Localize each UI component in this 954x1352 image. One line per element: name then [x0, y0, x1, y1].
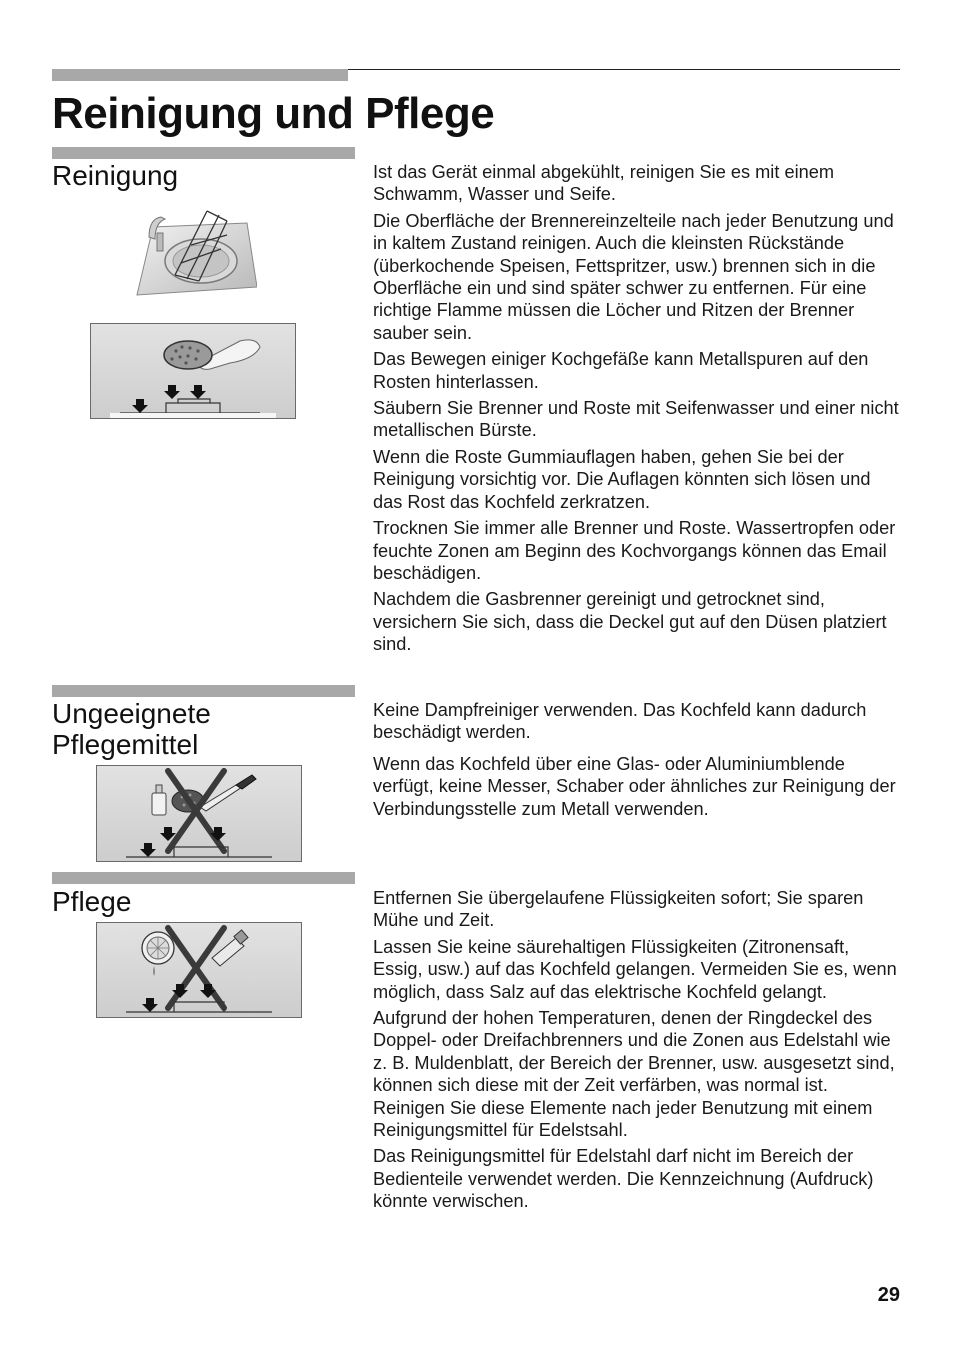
section-heading-pflege: Pflege: [52, 886, 132, 917]
paragraph: Das Reinigungsmittel für Edelstahl darf nicht im Bereich der Bedienteile verwendet werden. Die Kennzeichnung (Aufdruck) könnte verwischen.: [373, 1146, 874, 1212]
section-text-reinigung: [373, 161, 903, 660]
section-text-pflege: [373, 887, 903, 1217]
section-bar-pflege: [52, 872, 355, 884]
paragraph: Wenn die Roste Gummiauflagen haben, gehen Sie bei der Reinigung vorsichtig vor. Die Auflagen könnten sich lösen und das Rost das Kochfeld zerkratzen.: [373, 446, 871, 512]
sink-illustration: [135, 205, 257, 297]
header-rule-thin: [348, 69, 900, 70]
paragraph: Trocknen Sie immer alle Brenner und Roste. Wassertropfen oder feuchte Zonen am Beginn des Kochvorgangs können das Email beschädigen.: [373, 518, 896, 583]
paragraph: Wenn das Kochfeld über eine Glas- oder Aluminiumblende verfügt, keine Messer, Schaber oder ähnliches zur Reinigung der Verbindungsstelle zum Metall verwenden.: [373, 753, 896, 819]
paragraph: Nachdem die Gasbrenner gereinigt und getrocknet sind, versichern Sie sich, dass die Deckel gut auf den Düsen platziert sind.: [373, 589, 887, 655]
heading-line: Ungeeignete: [52, 698, 211, 729]
acid-liquids-prohibited-illustration: [96, 922, 302, 1018]
section-heading-ungeeignete-pflegemittel: [52, 698, 211, 760]
paragraph: Das Bewegen einiger Kochgefäße kann Metallspuren auf den Rosten hinterlassen.: [373, 349, 869, 392]
paragraph: Keine Dampfreiniger verwenden. Das Kochfeld kann dadurch beschädigt werden.: [373, 700, 867, 743]
prohibited-tools-illustration: [96, 765, 302, 862]
section-heading-reinigung: Reinigung: [52, 160, 179, 191]
paragraph: Entfernen Sie übergelaufene Flüssigkeiten sofort; Sie sparen Mühe und Zeit.: [373, 888, 864, 931]
heading-line: Pflegemittel: [52, 729, 199, 760]
paragraph: Die Oberfläche der Brennereinzelteile nach jeder Benutzung und in kaltem Zustand reinigen. Auch die kleinsten Rückstände (überkochende Speisen, Fettspritzer, usw.) brennen sich in die Oberfläche ein und sind später schwer zu entfernen. Für eine richtige Flamme müssen die Löcher und Ritzen der Brenner sauber sein.: [373, 210, 894, 343]
section-bar-ungeeignete-pflegemittel: [52, 685, 355, 697]
page-number: 29: [877, 1284, 900, 1306]
paragraph: Lassen Sie keine säurehaltigen Flüssigkeiten (Zitronensaft, Essig, usw.) auf das Kochfeld gelangen. Vermeiden Sie es, wenn möglich, dass Salz auf das elektrische Kochfeld gelangt.: [373, 936, 897, 1002]
paragraph: Aufgrund der hohen Temperaturen, denen der Ringdeckel des Doppel- oder Dreifachbrenners und die Zonen aus Edelstahl wie z. B. Muldenblatt, der Bereich der Brenner, usw. ausgesetzt sind, können sich diese mit der Zeit verfärben, was normal ist. Reinigen Sie diese Elemente nach jeder Benutzung mit einem Reinigungsmittel für Edelstsahl.: [373, 1008, 895, 1141]
page-title: Reinigung und Pflege: [52, 89, 495, 138]
paragraph: Säubern Sie Brenner und Roste mit Seifenwasser und einer nicht metallischen Bürste.: [373, 398, 899, 441]
section-bar-reinigung: [52, 147, 355, 159]
paragraph: Ist das Gerät einmal abgekühlt, reinigen Sie es mit einem Schwamm, Wasser und Seife.: [373, 162, 834, 205]
sponge-burner-illustration: [90, 323, 296, 419]
header-rule-thick: [52, 69, 348, 81]
section-text-ungeeignete-pflegemittel: [373, 699, 903, 824]
